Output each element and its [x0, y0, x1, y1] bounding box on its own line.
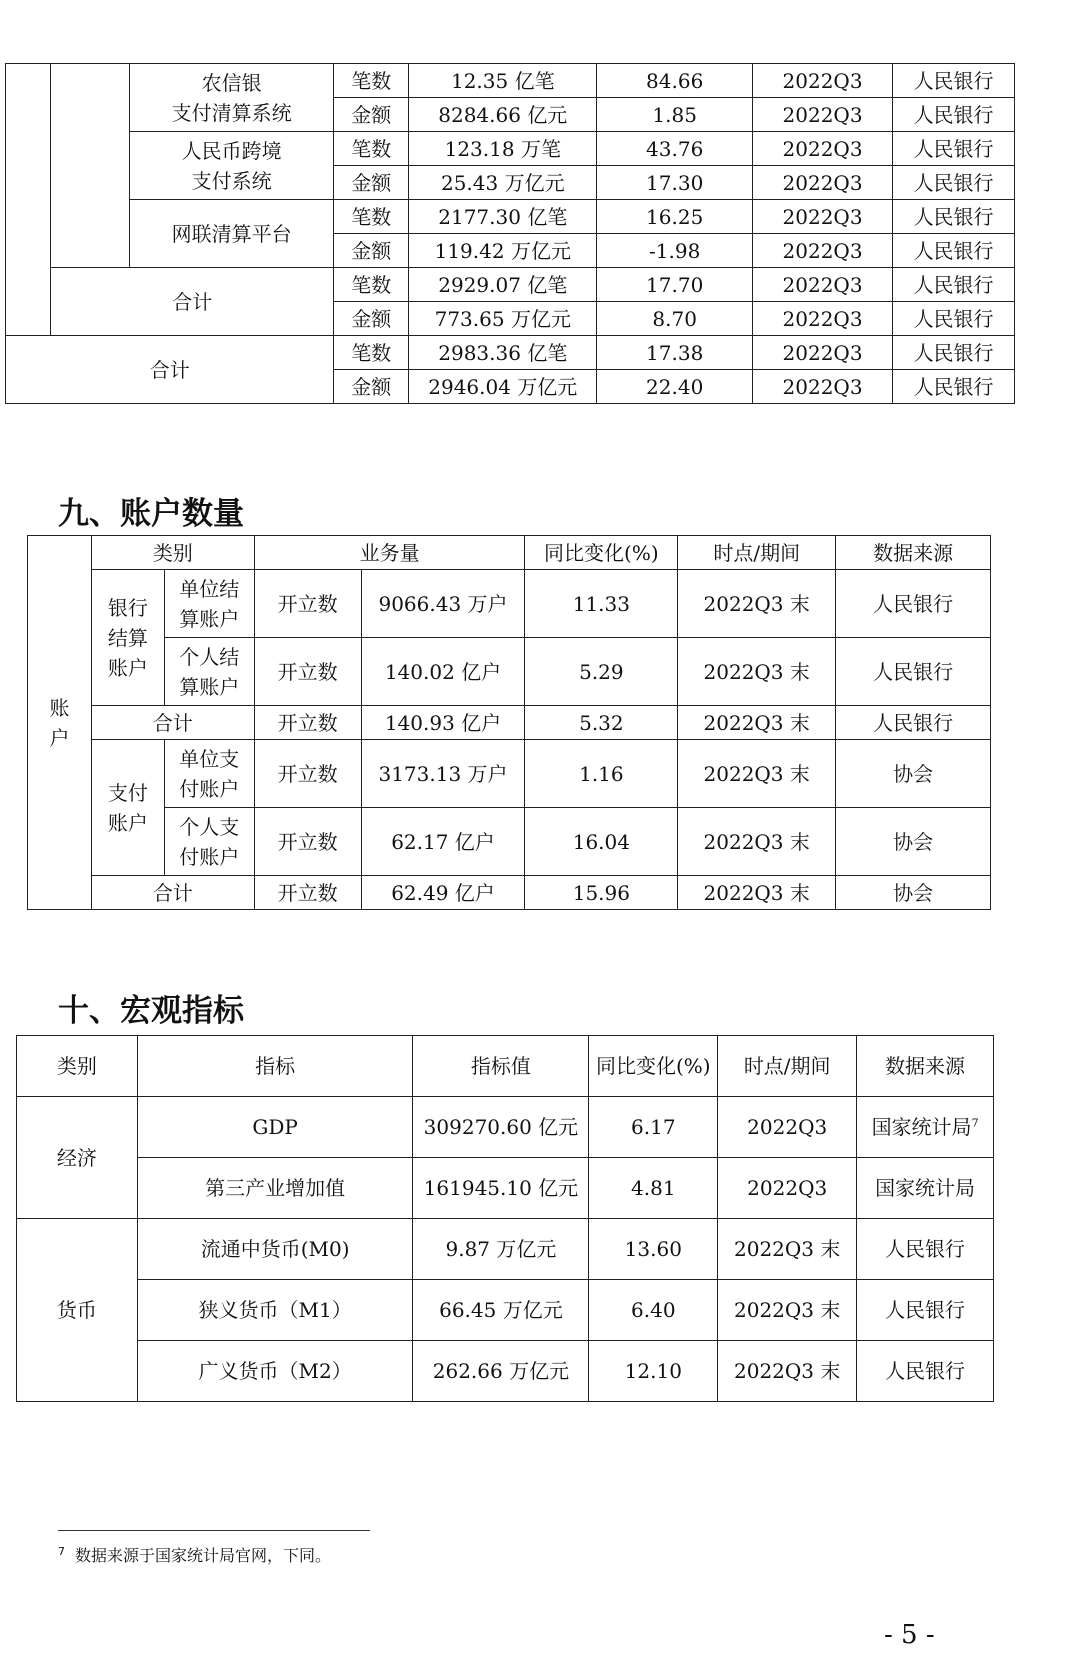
indicator-value: 9.87 万亿元: [413, 1219, 589, 1280]
table-row: [17, 1341, 994, 1402]
yoy-change: -1.98: [597, 234, 753, 268]
period: 2022Q3: [752, 302, 892, 336]
header-indicator: 指标: [137, 1036, 413, 1097]
metric: 开立数: [254, 706, 361, 740]
yoy-change: 5.32: [525, 706, 678, 740]
header-change: 同比变化(%): [589, 1036, 718, 1097]
period: 2022Q3: [752, 98, 892, 132]
data-source: 人民银行: [836, 570, 991, 638]
business-volume: 123.18 万笔: [409, 132, 597, 166]
business-volume: 2929.07 亿笔: [409, 268, 597, 302]
subtotal-label: 合计: [91, 876, 254, 910]
table-header-row: [17, 1036, 994, 1097]
period: 2022Q3: [752, 268, 892, 302]
yoy-change: 5.29: [525, 638, 678, 706]
macro-indicators-table: [16, 1035, 994, 1402]
data-source: 人民银行: [893, 234, 1015, 268]
period: 2022Q3: [752, 336, 892, 370]
table-row: [17, 1097, 994, 1158]
total-label: 合计: [6, 336, 334, 404]
data-source: 人民银行: [836, 638, 991, 706]
payment-accounts-label: 支付 账户: [91, 740, 164, 876]
system-name: 农信银 支付清算系统: [129, 64, 334, 132]
outer-category-cell: [6, 64, 51, 336]
header-source: 数据来源: [836, 536, 991, 570]
yoy-change: 6.17: [589, 1097, 718, 1158]
period: 2022Q3: [752, 200, 892, 234]
data-source: 人民银行: [857, 1219, 994, 1280]
header-volume: 业务量: [254, 536, 525, 570]
period: 2022Q3: [752, 234, 892, 268]
header-change: 同比变化(%): [525, 536, 678, 570]
table-row: [6, 200, 1015, 234]
metric-type: 笔数: [334, 268, 409, 302]
period: 2022Q3: [752, 132, 892, 166]
data-source: 人民银行: [836, 706, 991, 740]
yoy-change: 8.70: [597, 302, 753, 336]
header-period: 时点/期间: [678, 536, 836, 570]
period: 2022Q3 末: [678, 706, 836, 740]
business-volume: 2946.04 万亿元: [409, 370, 597, 404]
data-source: 人民银行: [857, 1280, 994, 1341]
business-volume: 25.43 万亿元: [409, 166, 597, 200]
metric: 开立数: [254, 740, 361, 808]
indicator-value: 161945.10 亿元: [413, 1158, 589, 1219]
period: 2022Q3 末: [678, 808, 836, 876]
data-source: 人民银行: [893, 268, 1015, 302]
business-volume: 8284.66 亿元: [409, 98, 597, 132]
yoy-change: 4.81: [589, 1158, 718, 1219]
table-row: [17, 1158, 994, 1219]
section-heading-accounts: 九、账户数量: [58, 496, 244, 532]
business-volume: 9066.43 万户: [361, 570, 525, 638]
period: 2022Q3 末: [678, 638, 836, 706]
account-subtype: 单位支 付账户: [164, 740, 254, 808]
yoy-change: 6.40: [589, 1280, 718, 1341]
data-source: 人民银行: [893, 166, 1015, 200]
data-source: 人民银行: [893, 370, 1015, 404]
yoy-change: 12.10: [589, 1341, 718, 1402]
business-volume: 2983.36 亿笔: [409, 336, 597, 370]
metric-type: 笔数: [334, 336, 409, 370]
data-source: 人民银行: [893, 336, 1015, 370]
table-row: [6, 336, 1015, 370]
indicator: 广义货币（M2）: [137, 1341, 413, 1402]
business-volume: 119.42 万亿元: [409, 234, 597, 268]
data-source: [857, 1097, 994, 1158]
data-source: 人民银行: [893, 200, 1015, 234]
table-row: [28, 876, 991, 910]
business-volume: 140.93 亿户: [361, 706, 525, 740]
yoy-change: 1.85: [597, 98, 753, 132]
data-source: 人民银行: [893, 64, 1015, 98]
system-name: 人民币跨境 支付系统: [129, 132, 334, 200]
period: 2022Q3 末: [718, 1280, 857, 1341]
business-volume: 12.35 亿笔: [409, 64, 597, 98]
table-row: [28, 570, 991, 638]
yoy-change: 84.66: [597, 64, 753, 98]
business-volume: 773.65 万亿元: [409, 302, 597, 336]
indicator: 流通中货币(M0): [137, 1219, 413, 1280]
table-row: [28, 740, 991, 808]
data-source: 人民银行: [857, 1341, 994, 1402]
yoy-change: 17.38: [597, 336, 753, 370]
yoy-change: 43.76: [597, 132, 753, 166]
indicator: 第三产业增加值: [137, 1158, 413, 1219]
period: 2022Q3 末: [678, 740, 836, 808]
metric-type: 笔数: [334, 200, 409, 234]
period: 2022Q3: [718, 1158, 857, 1219]
table-row: [28, 808, 991, 876]
sub-category-cell: [51, 64, 130, 268]
yoy-change: 13.60: [589, 1219, 718, 1280]
yoy-change: 17.70: [597, 268, 753, 302]
data-source: 协会: [836, 808, 991, 876]
metric-type: 笔数: [334, 132, 409, 166]
subtotal-label: 合计: [51, 268, 334, 336]
accounts-table: [27, 535, 991, 910]
indicator-value: 309270.60 亿元: [413, 1097, 589, 1158]
metric-type: 金额: [334, 98, 409, 132]
indicator: 狭义货币（M1）: [137, 1280, 413, 1341]
period: 2022Q3 末: [718, 1341, 857, 1402]
footnote-divider: [58, 1530, 370, 1531]
table-row: [6, 132, 1015, 166]
metric-type: 金额: [334, 370, 409, 404]
indicator: GDP: [137, 1097, 413, 1158]
footnote-text: 数据来源于国家统计局官网，下同。: [75, 1546, 332, 1565]
table-header-row: [28, 536, 991, 570]
metric: 开立数: [254, 808, 361, 876]
data-source: 人民银行: [893, 132, 1015, 166]
metric: 开立数: [254, 570, 361, 638]
table-row: [6, 64, 1015, 98]
metric-type: 金额: [334, 234, 409, 268]
table-row: [28, 706, 991, 740]
table-row: [17, 1219, 994, 1280]
subtotal-label: 合计: [91, 706, 254, 740]
yoy-change: 1.16: [525, 740, 678, 808]
business-volume: 2177.30 亿笔: [409, 200, 597, 234]
metric: 开立数: [254, 638, 361, 706]
period: 2022Q3 末: [678, 570, 836, 638]
yoy-change: 17.30: [597, 166, 753, 200]
footnote-mark: 7: [58, 1544, 65, 1558]
table-row: [6, 268, 1015, 302]
yoy-change: 22.40: [597, 370, 753, 404]
table-row: [17, 1280, 994, 1341]
period: 2022Q3: [718, 1097, 857, 1158]
system-name: 网联清算平台: [129, 200, 334, 268]
bank-settlement-accounts-label: 银行 结算 账户: [91, 570, 164, 706]
yoy-change: 16.25: [597, 200, 753, 234]
category-economy: 经济: [17, 1097, 138, 1219]
indicator-value: 66.45 万亿元: [413, 1280, 589, 1341]
payment-systems-table: [5, 63, 1015, 404]
data-source: 国家统计局: [857, 1158, 994, 1219]
section-heading-macro: 十、宏观指标: [58, 993, 244, 1029]
footnote: [58, 1543, 331, 1566]
data-source: 人民银行: [893, 302, 1015, 336]
period: 2022Q3: [752, 64, 892, 98]
business-volume: 140.02 亿户: [361, 638, 525, 706]
data-source-text: 国家统计局: [871, 1115, 972, 1139]
account-subtype: 个人支 付账户: [164, 808, 254, 876]
footnote-ref: 7: [971, 1116, 979, 1130]
indicator-value: 262.66 万亿元: [413, 1341, 589, 1402]
business-volume: 62.49 亿户: [361, 876, 525, 910]
period: 2022Q3: [752, 166, 892, 200]
accounts-outer-label: 账 户: [28, 536, 92, 910]
metric-type: 金额: [334, 302, 409, 336]
metric: 开立数: [254, 876, 361, 910]
header-period: 时点/期间: [718, 1036, 857, 1097]
period: 2022Q3: [752, 370, 892, 404]
header-source: 数据来源: [857, 1036, 994, 1097]
category-money: 货币: [17, 1219, 138, 1402]
yoy-change: 16.04: [525, 808, 678, 876]
header-value: 指标值: [413, 1036, 589, 1097]
account-subtype: 个人结 算账户: [164, 638, 254, 706]
period: 2022Q3 末: [718, 1219, 857, 1280]
account-subtype: 单位结 算账户: [164, 570, 254, 638]
business-volume: 62.17 亿户: [361, 808, 525, 876]
table-row: [28, 638, 991, 706]
yoy-change: 15.96: [525, 876, 678, 910]
page-number: - 5 -: [884, 1620, 935, 1650]
period: 2022Q3 末: [678, 876, 836, 910]
yoy-change: 11.33: [525, 570, 678, 638]
business-volume: 3173.13 万户: [361, 740, 525, 808]
metric-type: 笔数: [334, 64, 409, 98]
header-category: 类别: [17, 1036, 138, 1097]
header-category: 类别: [91, 536, 254, 570]
data-source: 人民银行: [893, 98, 1015, 132]
data-source: 协会: [836, 740, 991, 808]
data-source: 协会: [836, 876, 991, 910]
metric-type: 金额: [334, 166, 409, 200]
